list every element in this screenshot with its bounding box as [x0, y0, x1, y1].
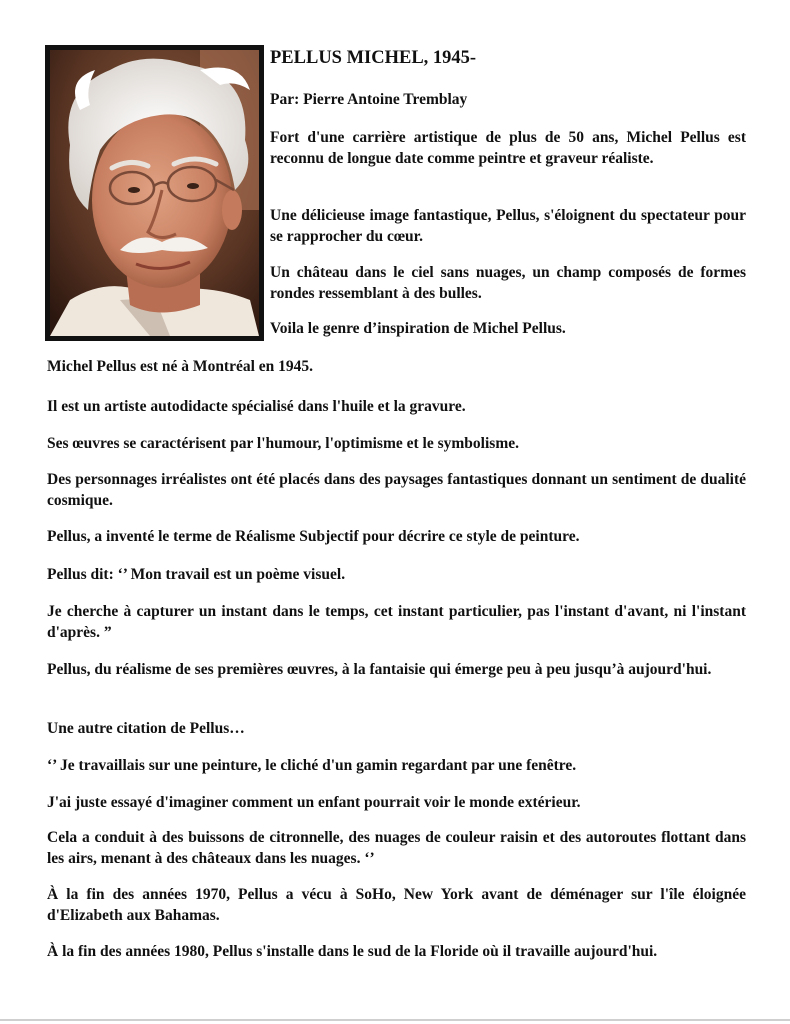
body-paragraph: Je cherche à capturer un instant dans le temps, cet instant particulier, pas l'instant d'avant, ni l'instant d'après. ”	[47, 603, 746, 641]
body-paragraph: Pellus, a inventé le terme de Réalisme Subjectif pour décrire ce style de peinture.	[47, 528, 580, 545]
intro-paragraph: Un château dans le ciel sans nuages, un champ composés de formes rondes ressemblant à des bulles.	[270, 264, 746, 302]
intro-paragraph: Voila le genre d’inspiration de Michel Pellus.	[270, 320, 566, 337]
body-paragraph: Pellus dit: ‘’ Mon travail est un poème visuel.	[47, 566, 346, 583]
body-paragraph: À la fin des années 1970, Pellus a vécu à SoHo, New York avant de déménager sur l'île éloignée d'Elizabeth aux Bahamas.	[47, 886, 746, 924]
page-bottom-edge	[0, 1019, 790, 1021]
body-paragraph: Cela a conduit à des buissons de citronnelle, des nuages de couleur raisin et des autoroutes flottant dans les airs, menant à des châteaux dans les nuages. ‘’	[47, 829, 746, 867]
intro-paragraph: Une délicieuse image fantastique, Pellus, s'éloignent du spectateur pour se rapprocher du cœur.	[270, 207, 746, 245]
body-paragraph: J'ai juste essayé d'imaginer comment un enfant pourrait voir le monde extérieur.	[47, 794, 581, 811]
intro-paragraph: Fort d'une carrière artistique de plus de 50 ans, Michel Pellus est reconnu de longue date comme peintre et graveur réaliste.	[270, 129, 746, 167]
body-paragraph: Il est un artiste autodidacte spécialisé dans l'huile et la gravure.	[47, 398, 466, 415]
body-paragraph: À la fin des années 1980, Pellus s'installe dans le sud de la Floride où il travaille aujourd'hui.	[47, 943, 658, 960]
body-paragraph: Pellus, du réalisme de ses premières œuvres, à la fantaisie qui émerge peu à peu jusqu’à aujourd'hui.	[47, 661, 712, 678]
portrait-photo	[45, 45, 264, 341]
body-paragraph: Une autre citation de Pellus…	[47, 720, 245, 737]
body-paragraph: ‘’ Je travaillais sur une peinture, le cliché d'un gamin regardant par une fenêtre.	[47, 757, 577, 774]
author-byline: Par: Pierre Antoine Tremblay	[270, 91, 468, 108]
body-paragraph: Des personnages irréalistes ont été placés dans des paysages fantastiques donnant un sentiment de dualité cosmique.	[47, 471, 746, 509]
portrait-photo-icon	[50, 50, 259, 336]
body-paragraph: Ses œuvres se caractérisent par l'humour, l'optimisme et le symbolisme.	[47, 435, 519, 452]
page-title: PELLUS MICHEL, 1945-	[270, 48, 477, 68]
body-paragraph: Michel Pellus est né à Montréal en 1945.	[47, 358, 314, 375]
